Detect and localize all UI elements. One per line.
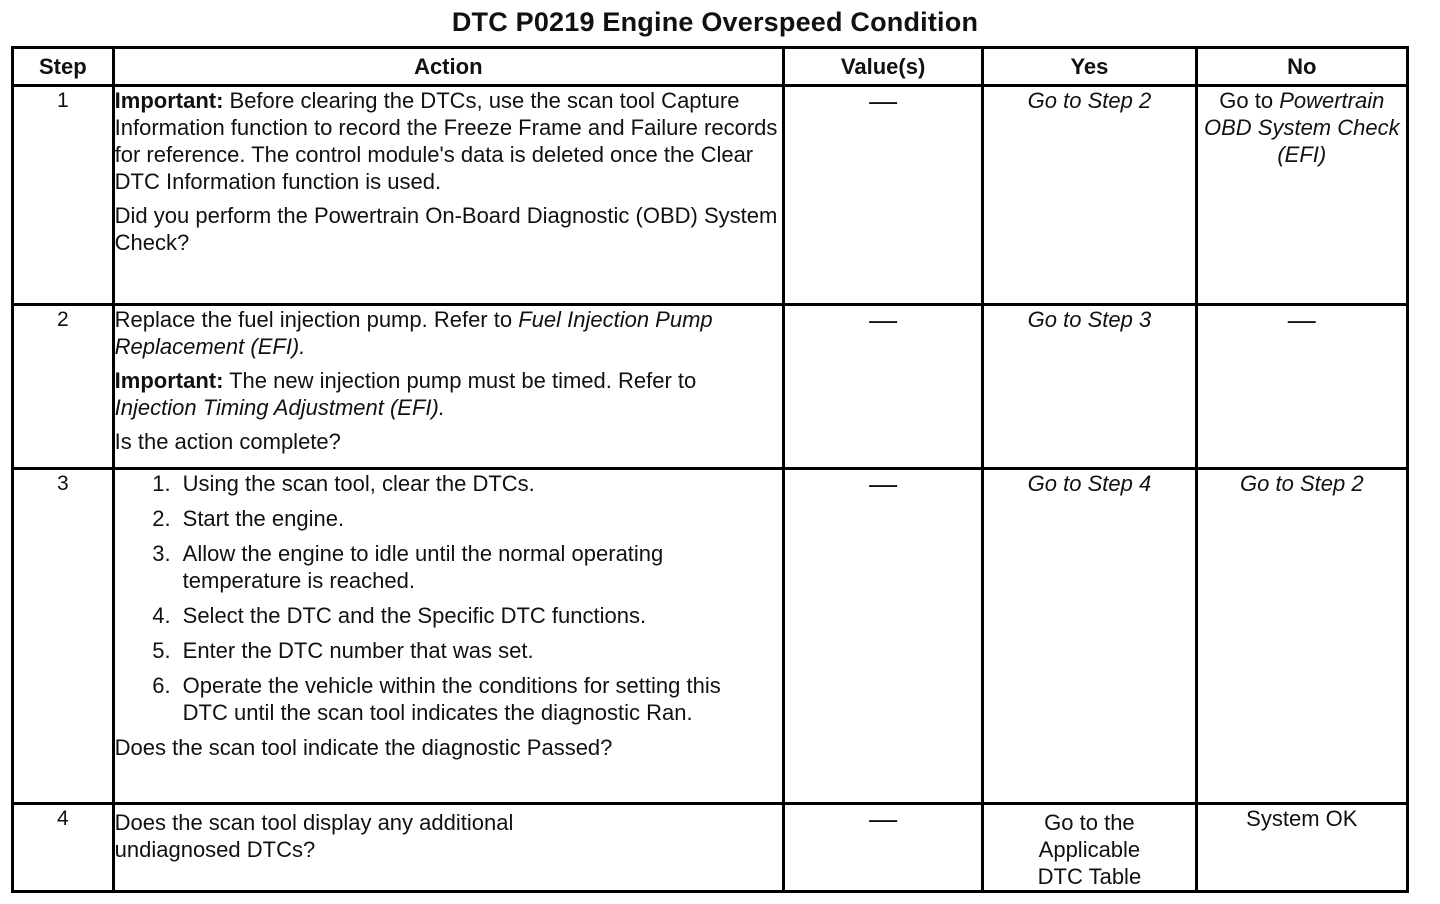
list-item-text: Using the scan tool, clear the DTCs. (182, 471, 535, 496)
important-note (115, 367, 782, 421)
list-item-number: 3. (152, 541, 171, 566)
no-cell (1196, 86, 1407, 305)
yes-goto-link[interactable]: Go to Step 4 (1027, 471, 1152, 496)
procedure-link[interactable]: Fuel Injection Pump Replacement (EFI) (114, 307, 713, 359)
action-question: Does the scan tool display any additional undiagnosed DTCs? (114, 810, 514, 862)
no-goto-link[interactable]: Go to Step 2 (1240, 471, 1364, 496)
page-title: DTC P0219 Engine Overspeed Condition (451, 7, 979, 37)
step-number: 3 (13, 469, 114, 804)
action-cell (113, 469, 783, 804)
value-cell: — (783, 804, 982, 892)
yes-goto-link[interactable]: Go to the Applicable DTC Table (1037, 810, 1142, 889)
list-item-text: Enter the DTC number that was set. (182, 638, 534, 663)
header-step: Step (13, 48, 114, 86)
action-cell (113, 804, 783, 892)
procedure-link[interactable]: Injection Timing Adjustment (EFI) (114, 395, 439, 420)
yes-cell (983, 804, 1196, 892)
no-goto-link[interactable]: Powertrain OBD System Check (EFI) (1204, 88, 1400, 167)
no-result-text: System OK (1246, 806, 1358, 831)
action-question: Did you perform the Powertrain On-Board Diagnostic (OBD) System Check? (114, 203, 778, 255)
action-cell (113, 305, 783, 469)
action-cell (113, 86, 783, 305)
yes-cell (983, 469, 1196, 804)
important-end: . (438, 395, 445, 420)
yes-goto-link[interactable]: Go to Step 3 (1027, 307, 1152, 332)
no-goto-prefix: Go to (1219, 88, 1280, 113)
action-question: Is the action complete? (114, 429, 341, 454)
header-row (13, 48, 1408, 86)
list-item-number: 2. (152, 506, 171, 531)
list-item (115, 540, 782, 594)
action-question: Does the scan tool indicate the diagnostic Passed? (114, 735, 613, 760)
step-number: 1 (13, 86, 114, 305)
header-yes: Yes (983, 48, 1196, 86)
instruction-end: . (299, 334, 306, 359)
list-item (115, 637, 782, 664)
list-item-text: Operate the vehicle within the conditions for setting this DTC until the scan tool indicates the diagnostic Ran. (182, 673, 721, 725)
important-label: Important: (114, 368, 224, 393)
step-number: 2 (13, 305, 114, 469)
value-cell: — (783, 469, 982, 804)
yes-cell (983, 305, 1196, 469)
header-action: Action (113, 48, 783, 86)
table-row-step-4 (13, 804, 1408, 892)
no-cell (1196, 469, 1407, 804)
list-item-number: 6. (152, 673, 171, 698)
list-item-number: 5. (152, 638, 171, 663)
procedure-list (115, 470, 782, 726)
action-instruction (115, 306, 782, 360)
table-row-step-1 (13, 86, 1408, 305)
header-values: Value(s) (783, 48, 982, 86)
important-label: Important: (114, 88, 224, 113)
list-item-text: Allow the engine to idle until the normal operating temperature is reached. (182, 541, 664, 593)
no-cell: — (1196, 305, 1407, 469)
instruction-text: Replace the fuel injection pump. Refer to (114, 307, 519, 332)
no-cell (1196, 804, 1407, 892)
important-note (115, 87, 782, 195)
yes-cell (983, 86, 1196, 305)
header-no: No (1196, 48, 1407, 86)
list-item (115, 470, 782, 497)
important-text: Before clearing the DTCs, use the scan tool Capture Information function to record the Freeze Frame and Failure records for reference. The control module's data is deleted once the Clear DTC Information function is used. (114, 88, 778, 194)
list-item (115, 505, 782, 532)
list-item (115, 602, 782, 629)
step-number: 4 (13, 804, 114, 892)
value-cell: — (783, 305, 982, 469)
list-item-text: Select the DTC and the Specific DTC functions. (182, 603, 647, 628)
important-text: The new injection pump must be timed. Refer to (223, 368, 697, 393)
list-item-number: 1. (152, 471, 171, 496)
table-row-step-3 (13, 469, 1408, 804)
yes-goto-link[interactable]: Go to Step 2 (1027, 88, 1152, 113)
list-item (115, 672, 782, 726)
diagnostic-table (11, 46, 1409, 893)
list-item-number: 4. (152, 603, 171, 628)
value-cell: — (783, 86, 982, 305)
table-row-step-2 (13, 305, 1408, 469)
list-item-text: Start the engine. (182, 506, 345, 531)
